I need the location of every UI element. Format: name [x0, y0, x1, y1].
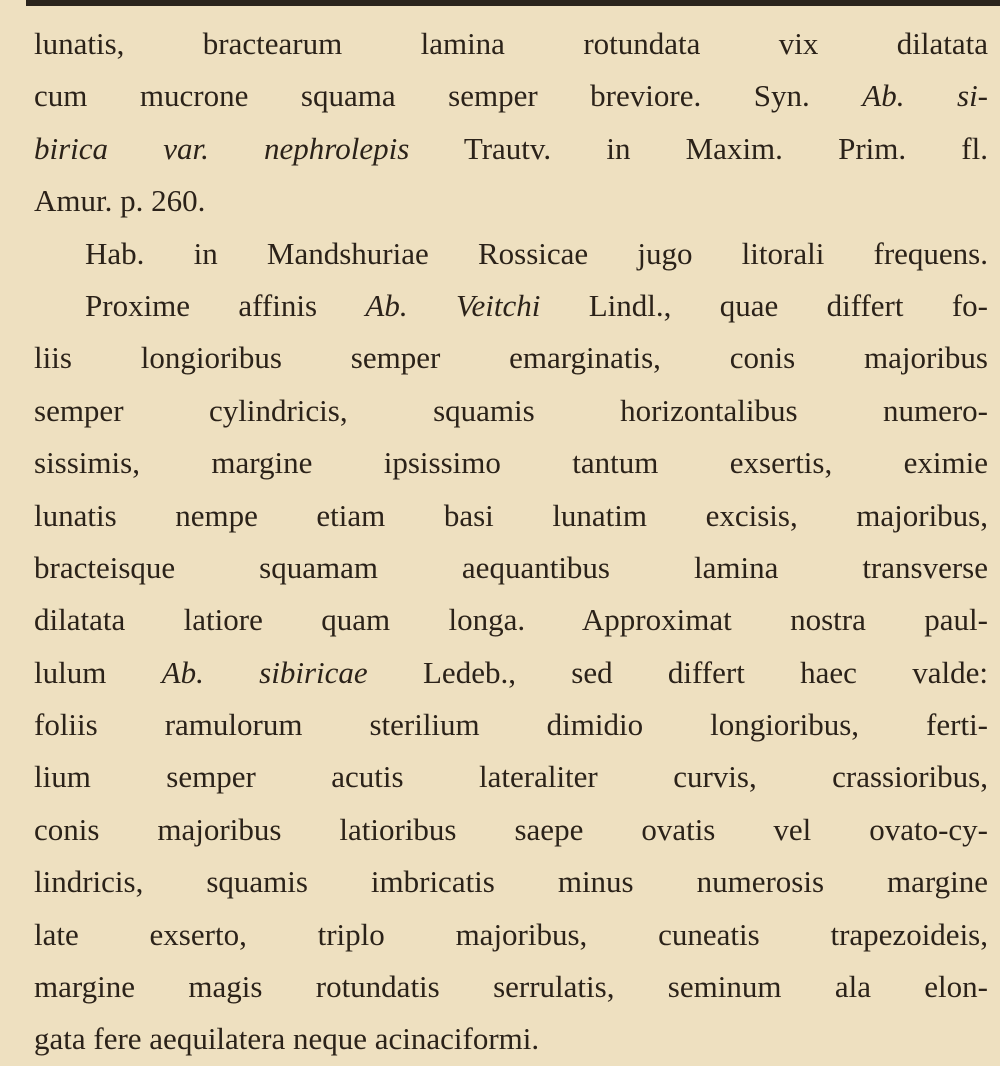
text-segment: Ledeb., sed differt haec valde:	[367, 654, 988, 690]
text-segment: lunatis, bractearum lamina rotundata vix dilatata	[34, 26, 988, 61]
text-line	[34, 699, 988, 751]
text-segment: lium semper acutis lateraliter curvis, crassioribus,	[34, 759, 988, 795]
text-segment: margine magis rotundatis serrulatis, seminum ala elon-	[34, 969, 988, 1005]
text-line	[34, 961, 988, 1013]
text-segment: bracteisque squamam aequantibus lamina transverse	[34, 549, 988, 585]
text-line	[34, 594, 988, 646]
text-segment: Amur. p. 260.	[34, 183, 206, 219]
text-line	[34, 856, 988, 908]
top-rule	[26, 0, 1000, 6]
text-line	[34, 18, 988, 70]
text-segment: Trautv. in Maxim. Prim. fl.	[409, 130, 988, 166]
document-text	[34, 18, 988, 1066]
text-line	[34, 751, 988, 803]
text-segment: Lindl., quae differt fo-	[540, 287, 988, 323]
text-segment: Hab. in Mandshuriae Rossicae jugo litorali frequens.	[85, 235, 988, 271]
text-line	[34, 175, 988, 227]
text-line	[34, 1013, 988, 1065]
text-line	[34, 70, 988, 122]
italic-taxon-name: Ab. Veitchi	[365, 287, 541, 323]
text-segment: cum mucrone squama semper breviore. Syn.	[34, 78, 863, 114]
text-line	[34, 804, 988, 856]
text-segment: sissimis, margine ipsissimo tantum exsertis, eximie	[34, 445, 988, 481]
text-line	[34, 542, 988, 594]
text-segment: liis longioribus semper emarginatis, conis majoribus	[34, 340, 988, 376]
text-segment: conis majoribus latioribus saepe ovatis vel ovato-cy-	[34, 811, 988, 847]
italic-taxon-name: Ab. sibiricae	[161, 654, 368, 690]
text-segment: lulum	[34, 654, 162, 690]
text-segment: late exserto, triplo majoribus, cuneatis trapezoideis,	[34, 916, 988, 952]
text-line	[34, 490, 988, 542]
text-line	[34, 228, 988, 280]
text-line	[34, 123, 988, 175]
text-line	[34, 437, 988, 489]
text-line	[34, 647, 988, 699]
italic-taxon-name: Ab. si-	[862, 78, 989, 114]
text-line	[34, 280, 988, 332]
text-segment: semper cylindricis, squamis horizontalibus numero-	[34, 392, 988, 428]
text-line	[34, 332, 988, 384]
text-segment: gata fere aequilatera neque acinaciformi.	[34, 1021, 540, 1057]
text-segment: Proxime affinis	[85, 287, 366, 323]
text-segment: foliis ramulorum sterilium dimidio longioribus, ferti-	[34, 707, 988, 743]
text-line	[34, 909, 988, 961]
text-segment: dilatata latiore quam longa. Approximat nostra paul-	[34, 602, 988, 638]
text-segment: lindricis, squamis imbricatis minus numerosis margine	[34, 864, 988, 900]
text-segment: lunatis nempe etiam basi lunatim excisis, majoribus,	[34, 497, 988, 533]
text-line	[34, 385, 988, 437]
italic-taxon-name: birica var. nephrolepis	[34, 130, 410, 166]
